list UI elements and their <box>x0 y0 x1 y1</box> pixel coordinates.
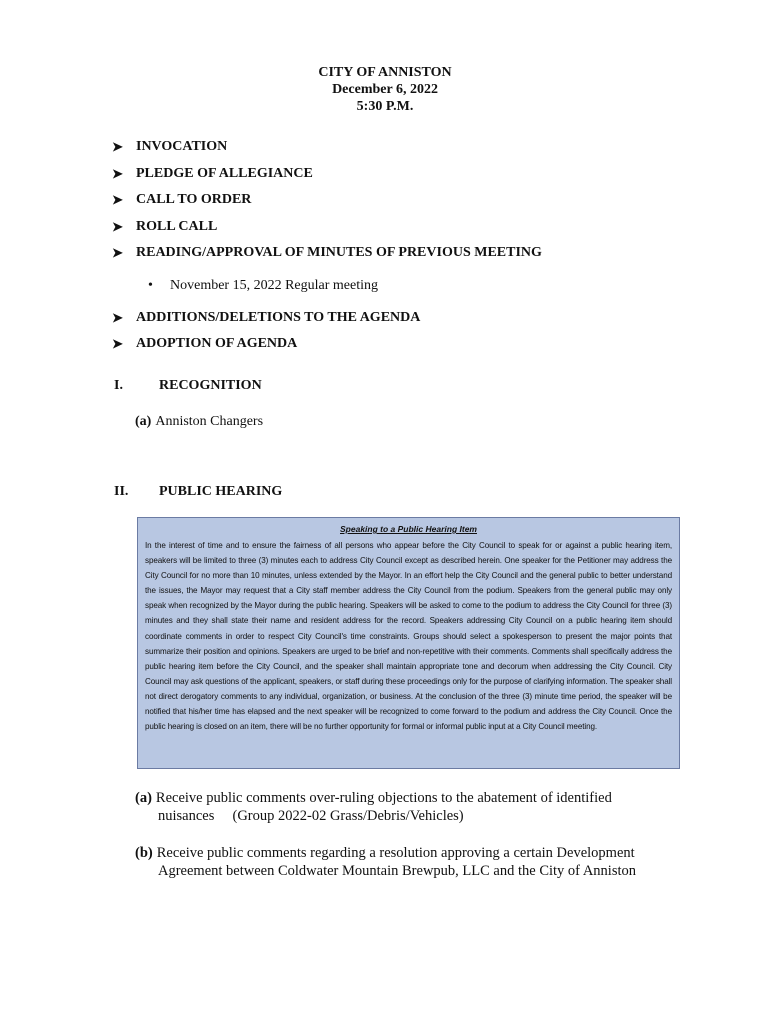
pledge-label: PLEDGE OF ALLEGIANCE <box>136 165 313 181</box>
additions-label: ADDITIONS/DELETIONS TO THE AGENDA <box>136 309 421 325</box>
recognition-item-a <box>135 414 263 430</box>
minutes-sub-item <box>112 267 712 305</box>
section-number: II. <box>114 484 129 499</box>
arrow-bullet-icon: ➤ <box>112 336 123 352</box>
call-to-order-label: CALL TO ORDER <box>136 192 252 208</box>
dot-bullet-icon: • <box>148 277 153 293</box>
list-item <box>112 305 712 332</box>
meeting-date: December 6, 2022 <box>332 82 438 97</box>
item-text-line1: Receive public comments over-ruling objections to the abatement of identified <box>155 790 612 806</box>
section-title: RECOGNITION <box>159 378 262 393</box>
item-label: (a) <box>135 414 152 429</box>
arrow-bullet-icon: ➤ <box>112 192 123 208</box>
item-label: (a) <box>135 790 152 806</box>
arrow-bullet-icon: ➤ <box>112 245 123 261</box>
notice-body: In the interest of time and to ensure the fairness of all persons who appear before the City Council to speak for or against a public hearing item, speakers will be limited to three (3) minutes each to address City Council except as described herein. One speaker for the Petitioner may address the City Council for no more than 10 minutes, unless extended by the Mayor. In an effort help the City Council and the general public to better understand the issues, the Mayor may request that a City staff member address the City Council from the podium. Speakers from the general public may only speak when recognized by the Mayor during the public hearing. Speakers will be asked to come to the podium to address the City Council for three (3) minutes and they shall state their name and resident address for the record. Speakers addressing City Council on a public hearing item should coordinate comments in order to respect City Council's time constraints. Groups should select a spokesperson to present the major points that summarize their position and opinions. Speakers are urged to be brief and non-repetitive with their comments. Comments shall specifically address the public hearing item before the City Council, and the speaker shall maintain appropriate tone and decorum when addressing the City Council. City Council may ask questions of the applicant, speakers, or staff during these proceedings only for the purpose of clarifying information. The speaker shall not direct derogatory comments to any individual, organization, or business. At the conclusion of the three (3) minute time period, the speaker will be notified that his/her time has elapsed and the next speaker will be recognized to come forward to the podium and address the City Council. Once the public hearing is closed on an item, there will be no further opportunity for formal or informal public input at a City Council meeting. <box>145 541 672 732</box>
meeting-time: 5:30 P.M. <box>356 99 414 114</box>
public-hearing-item-a <box>135 789 680 825</box>
arrow-bullet-icon: ➤ <box>112 139 123 155</box>
minutes-label: READING/APPROVAL OF MINUTES OF PREVIOUS MEETING <box>136 245 542 261</box>
section-recognition-heading <box>114 378 262 394</box>
arrow-bullet-icon: ➤ <box>112 309 123 325</box>
public-hearing-item-b <box>135 844 680 880</box>
arrow-bullet-icon: ➤ <box>112 165 123 181</box>
section-title: PUBLIC HEARING <box>159 484 283 499</box>
city-title: CITY OF ANNISTON <box>318 65 452 80</box>
opening-items-list <box>112 134 712 358</box>
notice-title: Speaking to a Public Hearing Item <box>340 524 477 534</box>
arrow-bullet-icon: ➤ <box>112 218 123 234</box>
item-text-line2: nuisances (Group 2022-02 Grass/Debris/Vehicles) <box>158 808 464 824</box>
minutes-sub-label: November 15, 2022 Regular meeting <box>170 277 379 293</box>
agenda-header <box>0 64 770 115</box>
adoption-label: ADOPTION OF AGENDA <box>136 336 298 352</box>
list-item <box>112 187 712 214</box>
list-item <box>112 214 712 241</box>
list-item <box>112 331 712 358</box>
section-number: I. <box>114 378 123 393</box>
item-text-line1: Receive public comments regarding a resolution approving a certain Development <box>156 845 635 861</box>
public-hearing-notice-box <box>137 517 680 769</box>
item-label: (b) <box>135 845 153 861</box>
item-text: Anniston Changers <box>155 414 264 429</box>
section-public-hearing-heading <box>114 484 282 500</box>
invocation-label: INVOCATION <box>136 139 228 155</box>
roll-call-label: ROLL CALL <box>136 218 218 234</box>
list-item <box>112 240 712 267</box>
list-item <box>112 161 712 188</box>
item-text-line2: Agreement between Coldwater Mountain Brewpub, LLC and the City of Anniston <box>158 863 637 879</box>
list-item <box>112 134 712 161</box>
